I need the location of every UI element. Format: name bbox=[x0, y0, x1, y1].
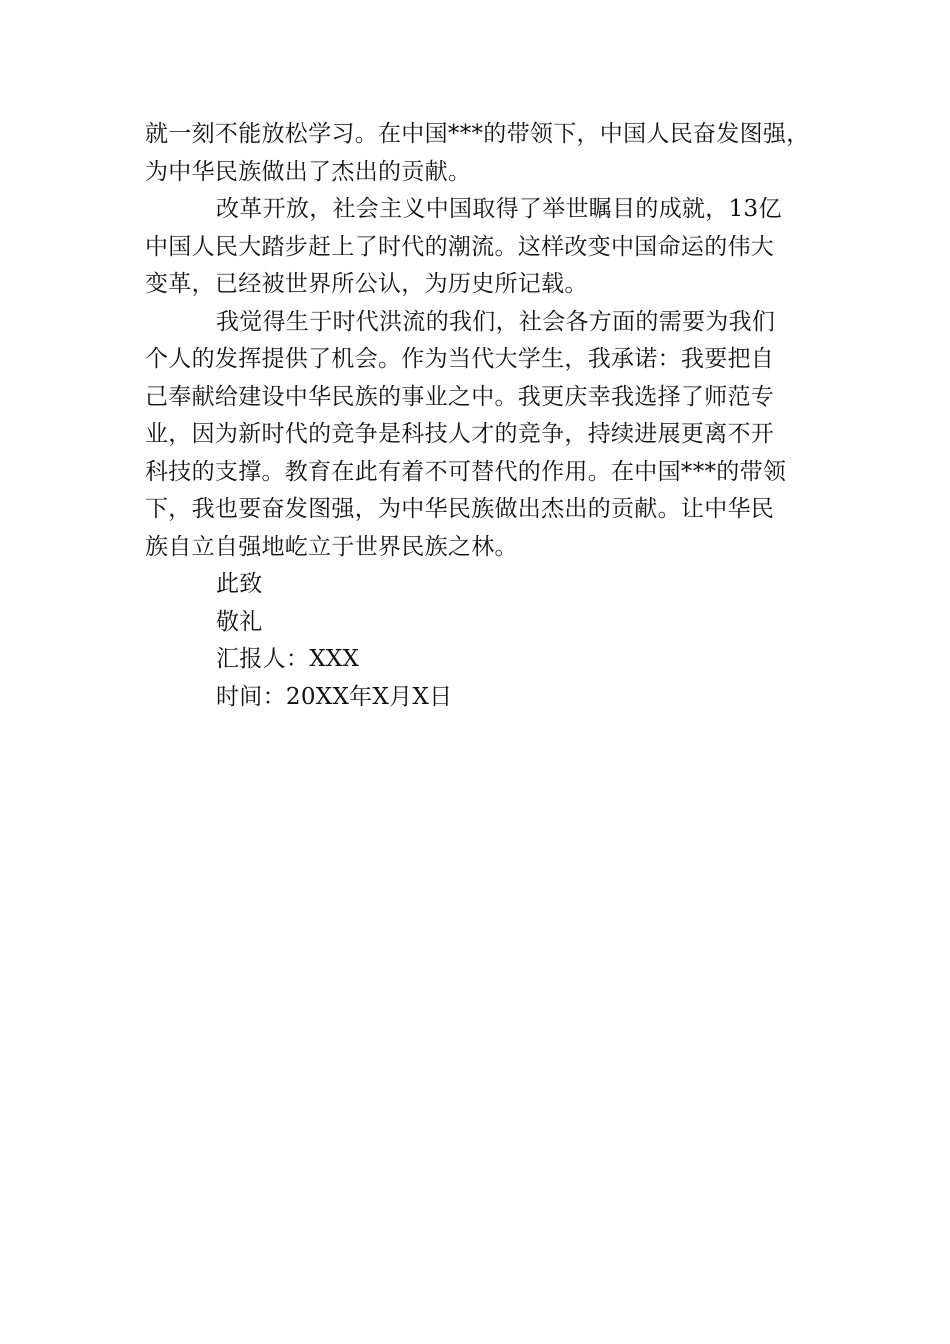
body-line-4: 中国人民大踏步赶上了时代的潮流。这样改变中国命运的伟大 bbox=[145, 233, 775, 260]
body-line-5: 变革，已经被世界所公认，为历史所记载。 bbox=[145, 271, 588, 297]
closing-salutation: 此致 bbox=[216, 571, 263, 597]
body-line-6: 我觉得生于时代洪流的我们，社会各方面的需要为我们 bbox=[216, 308, 776, 335]
report-date: 时间：20XX年X月X日 bbox=[216, 683, 453, 710]
body-line-2: 为中华民族做出了杰出的贡献。 bbox=[145, 158, 472, 185]
document-body bbox=[145, 116, 810, 716]
body-line-3: 改革开放，社会主义中国取得了举世瞩目的成就，13亿 bbox=[216, 196, 782, 222]
body-line-12: 族自立自强地屹立于世界民族之林。 bbox=[145, 533, 518, 560]
body-line-8: 己奉献给建设中华民族的事业之中。我更庆幸我选择了师范专 bbox=[145, 383, 775, 410]
body-line-11: 下，我也要奋发图强，为中华民族做出杰出的贡献。让中华民 bbox=[145, 496, 775, 522]
reporter-signature: 汇报人：XXX bbox=[216, 646, 360, 672]
body-line-10: 科技的支撑。教育在此有着不可替代的作用。在中国***的带领 bbox=[145, 458, 787, 485]
body-line-7: 个人的发挥提供了机会。作为当代大学生，我承诺：我要把自 bbox=[145, 346, 775, 372]
body-line-1: 就一刻不能放松学习。在中国***的带领下，中国人民奋发图强， bbox=[145, 121, 810, 147]
body-line-9: 业，因为新时代的竞争是科技人才的竞争，持续进展更离不开 bbox=[145, 421, 775, 447]
closing-regards: 敬礼 bbox=[216, 608, 263, 635]
